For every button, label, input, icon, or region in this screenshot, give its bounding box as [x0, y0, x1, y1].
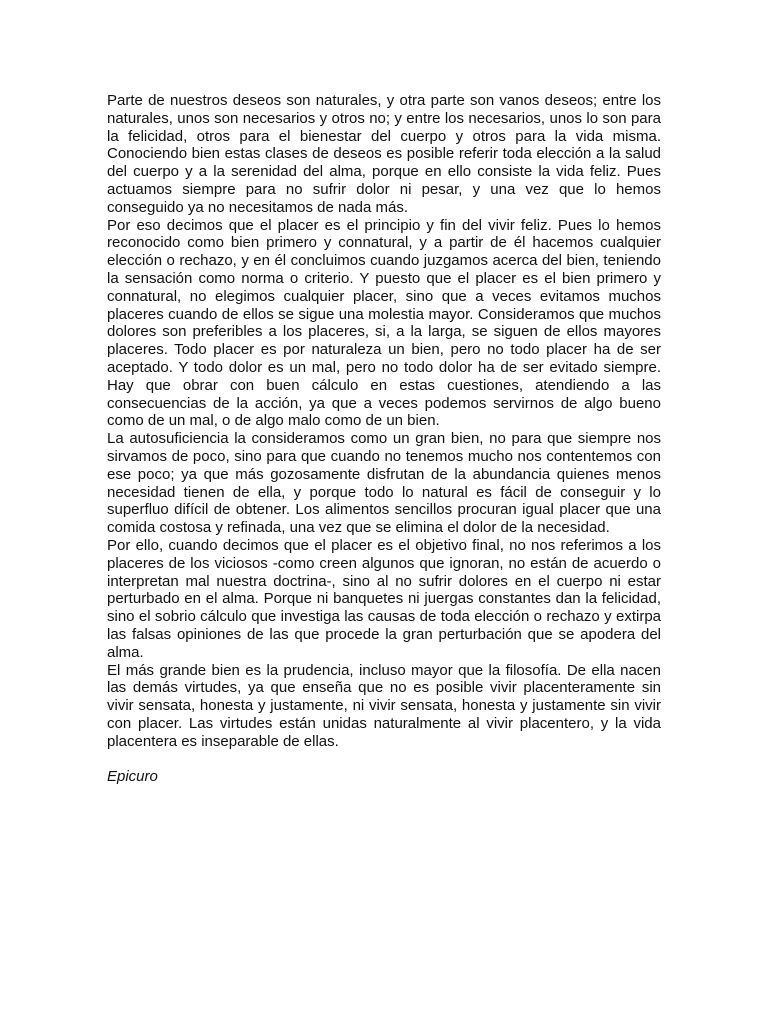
paragraph-final-objective: Por ello, cuando decimos que el placer es el objetivo final, no nos referimos a los placeres de los viciosos -como creen algunos que ignoran, no están de acuerdo o interpretan mal nuestra doctrina-, sino al no sufrir dolores en el cuerpo ni estar perturbado en el alma. Porque ni banquetes ni juergas constantes dan la felicidad, sino el sobrio cálculo que investiga las causas de toda elección o rechazo y extirpa las falsas opiniones de las que procede la gran perturbación que se apodera del alma.	[107, 536, 661, 661]
blank-line	[107, 750, 661, 768]
author-signature: Epicuro	[107, 768, 158, 786]
paragraph-self-sufficiency: La autosuficiencia la consideramos como un gran bien, no para que siempre nos sirvamos de poco, sino para que cuando no tenemos mucho nos contentemos con ese poco; ya que más gozosamente disfrutan de la abundancia quienes menos necesidad tienen de ella, y porque todo lo natural es fácil de conseguir y lo superfluo difícil de obtener. Los alimentos sencillos procuran igual placer que una comida costosa y refinada, una vez que se elimina el dolor de la necesidad.	[107, 430, 661, 537]
document-page	[107, 92, 661, 786]
paragraph-pleasure-principle: Por eso decimos que el placer es el principio y fin del vivir feliz. Pues lo hemos reconocido como bien primero y connatural, y a partir de él hacemos cualquier elección o rechazo, y en él concluimos cuando juzgamos acerca del bien, teniendo la sensación como norma o criterio. Y puesto que el placer es el bien primero y connatural, no elegimos cualquier placer, sino que a veces evitamos muchos placeres cuando de ellos se sigue una molestia mayor. Consideramos que muchos dolores son preferibles a los placeres, si, a la larga, se siguen de ellos mayores placeres. Todo placer es por naturaleza un bien, pero no todo placer ha de ser aceptado. Y todo dolor es un mal, pero no todo dolor ha de ser evitado siempre. Hay que obrar con buen cálculo en estas cuestiones, atendiendo a las consecuencias de la acción, ya que a veces podemos servirnos de algo bueno como de un mal, o de algo malo como de un bien.	[107, 216, 661, 430]
paragraph-natural-desires: Parte de nuestros deseos son naturales, y otra parte son vanos deseos; entre los naturales, unos son necesarios y otros no; y entre los necesarios, unos lo son para la felicidad, otros para el bienestar del cuerpo y otros para la vida misma. Conociendo bien estas clases de deseos es posible referir toda elección a la salud del cuerpo y a la serenidad del alma, porque en ello consiste la vida feliz. Pues actuamos siempre para no sufrir dolor ni pesar, y una vez que lo hemos conseguido ya no necesitamos de nada más.	[107, 92, 661, 216]
paragraph-prudence: El más grande bien es la prudencia, incluso mayor que la filosofía. De ella nacen las demás virtudes, ya que enseña que no es posible vivir placenteramente sin vivir sensata, honesta y justamente, ni vivir sensata, honesta y justamente sin vivir con placer. Las virtudes están unidas naturalmente al vivir placentero, y la vida placentera es inseparable de ellas.	[107, 661, 661, 750]
